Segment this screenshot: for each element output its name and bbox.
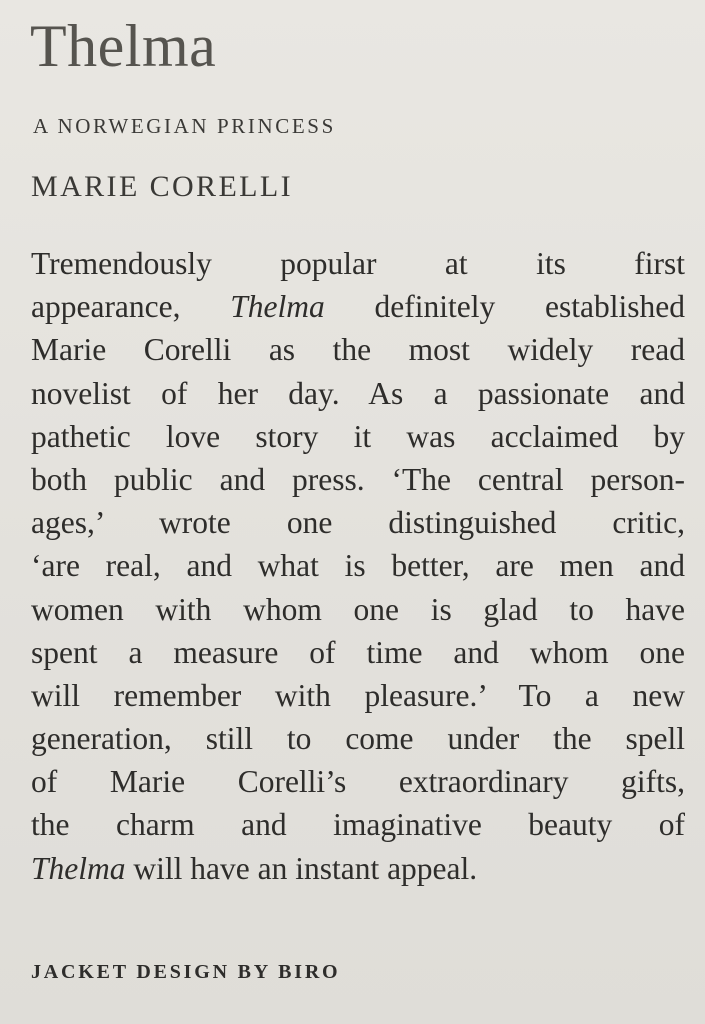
blurb-line: generation, still to come under the spell xyxy=(31,721,685,757)
blurb-line: ‘are real, and what is better, are men and xyxy=(31,548,685,584)
blurb-line: Thelma will have an instant appeal. xyxy=(31,850,478,886)
book-author: MARIE CORELLI xyxy=(31,170,294,203)
blurb-line: Tremendously popular at its first xyxy=(31,246,685,281)
blurb-line: pathetic love story it was acclaimed by xyxy=(31,418,685,454)
book-subtitle: A NORWEGIAN PRINCESS xyxy=(33,114,336,138)
blurb-line: ages,’ wrote one distinguished critic, xyxy=(31,505,685,541)
blurb-paragraph xyxy=(31,242,685,890)
book-title: Thelma xyxy=(30,13,217,79)
blurb-line: novelist of her day. As a passionate and xyxy=(31,375,685,411)
jacket-design-credit: JACKET DESIGN BY BIRO xyxy=(31,961,341,983)
blurb-line: spent a measure of time and whom one xyxy=(31,634,685,670)
blurb-line: will remember with pleasure.’ To a new xyxy=(31,677,685,713)
blurb-line: both public and press. ‘The central person- xyxy=(31,461,685,497)
book-title-italic: Thelma xyxy=(230,289,325,325)
blurb-line: women with whom one is glad to have xyxy=(31,591,685,627)
book-title-italic: Thelma xyxy=(31,850,126,886)
blurb-line: of Marie Corelli’s extraordinary gifts, xyxy=(31,764,685,800)
blurb-line: Marie Corelli as the most widely read xyxy=(31,332,685,368)
blurb-line: the charm and imaginative beauty of xyxy=(31,807,685,843)
blurb-line: appearance, Thelma definitely established xyxy=(31,289,685,325)
